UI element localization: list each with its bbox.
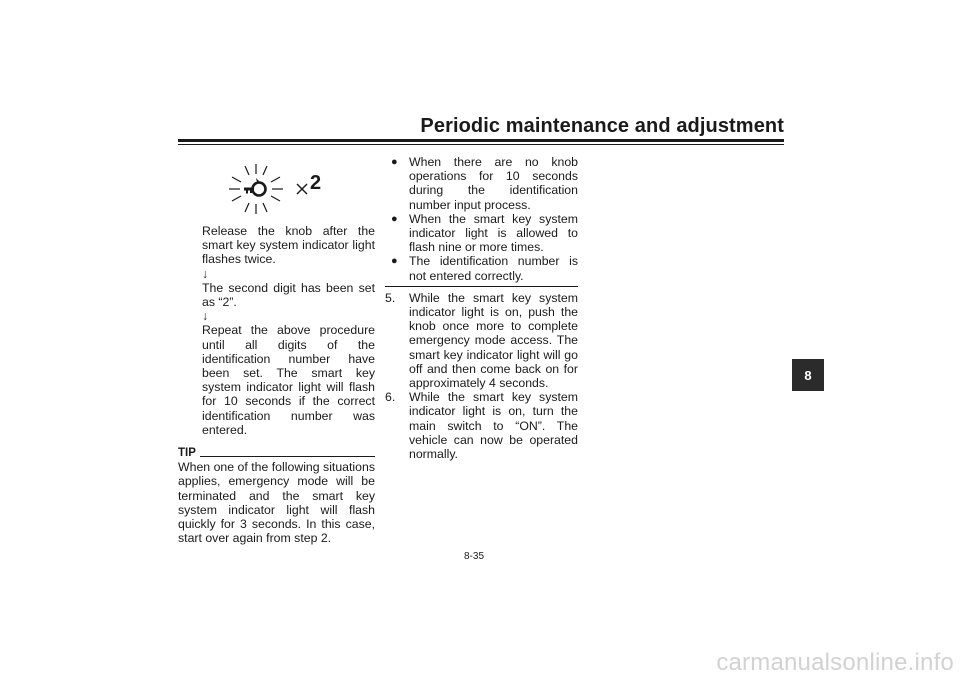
flashing-key-indicator-icon [226, 162, 286, 216]
list-item [385, 390, 578, 461]
instruction-paragraph: The second digit has been set as “2”. [202, 280, 375, 310]
tip-bullet-list [385, 155, 578, 283]
times-icon [296, 183, 308, 195]
step-number: 6. [385, 390, 396, 405]
chapter-tab: 8 [792, 359, 824, 391]
page-number: 8-35 [464, 551, 485, 562]
list-item: ● When the smart key system indicator light is allowed to flash nine or more times. [391, 211, 578, 255]
down-arrow-icon: ↓ [202, 309, 209, 324]
tip-text: When one of the following situations applies, emergency mode will be terminated and the smart key system indicator light will flash quickly for 3 seconds. In this case, start over again from step 2. [178, 460, 375, 546]
tip-heading [178, 446, 375, 460]
instruction-paragraph: Release the knob after the smart key system indicator light flashes twice. [202, 224, 375, 267]
step-text: While the smart key system indicator light is on, push the knob once more to complete emergency mode access. The smart key indicator light will go off and then come back on for approximately 4 seconds. [409, 290, 578, 391]
bullet-icon: ● [391, 156, 398, 168]
down-arrow-icon: ↓ [202, 266, 209, 281]
step-list [385, 291, 578, 461]
bullet-icon: ● [391, 212, 398, 225]
right-column [385, 155, 578, 461]
bullet-icon: ● [391, 255, 398, 268]
header-rule [178, 139, 784, 142]
list-item [385, 291, 578, 390]
indicator-figure [178, 162, 375, 224]
tip-label: TIP [178, 447, 196, 460]
instruction-paragraph: Repeat the above procedure until all digits of the identification number have been set. The smart key system indicator light will flash for 10 seconds if the correct identification number was entered. [202, 323, 375, 437]
watermark: carmanualsonline.info [716, 649, 954, 676]
tip-rule [200, 456, 375, 457]
step-text: While the smart key system indicator light is on, turn the main switch to “ON”. The vehicle can now be operated normally. [409, 390, 578, 462]
list-item: ● The identification number is not entered correctly. [391, 254, 578, 283]
step-number: 5. [385, 290, 396, 305]
flash-count-digit: 2 [310, 172, 322, 194]
page-title: Periodic maintenance and adjustment [420, 115, 784, 137]
tip-end-rule [385, 286, 578, 287]
left-column [178, 162, 375, 545]
header-rule-thin [178, 144, 784, 145]
list-item: ● When there are no knob operations for 10 seconds during the identification number input process. [391, 155, 578, 212]
